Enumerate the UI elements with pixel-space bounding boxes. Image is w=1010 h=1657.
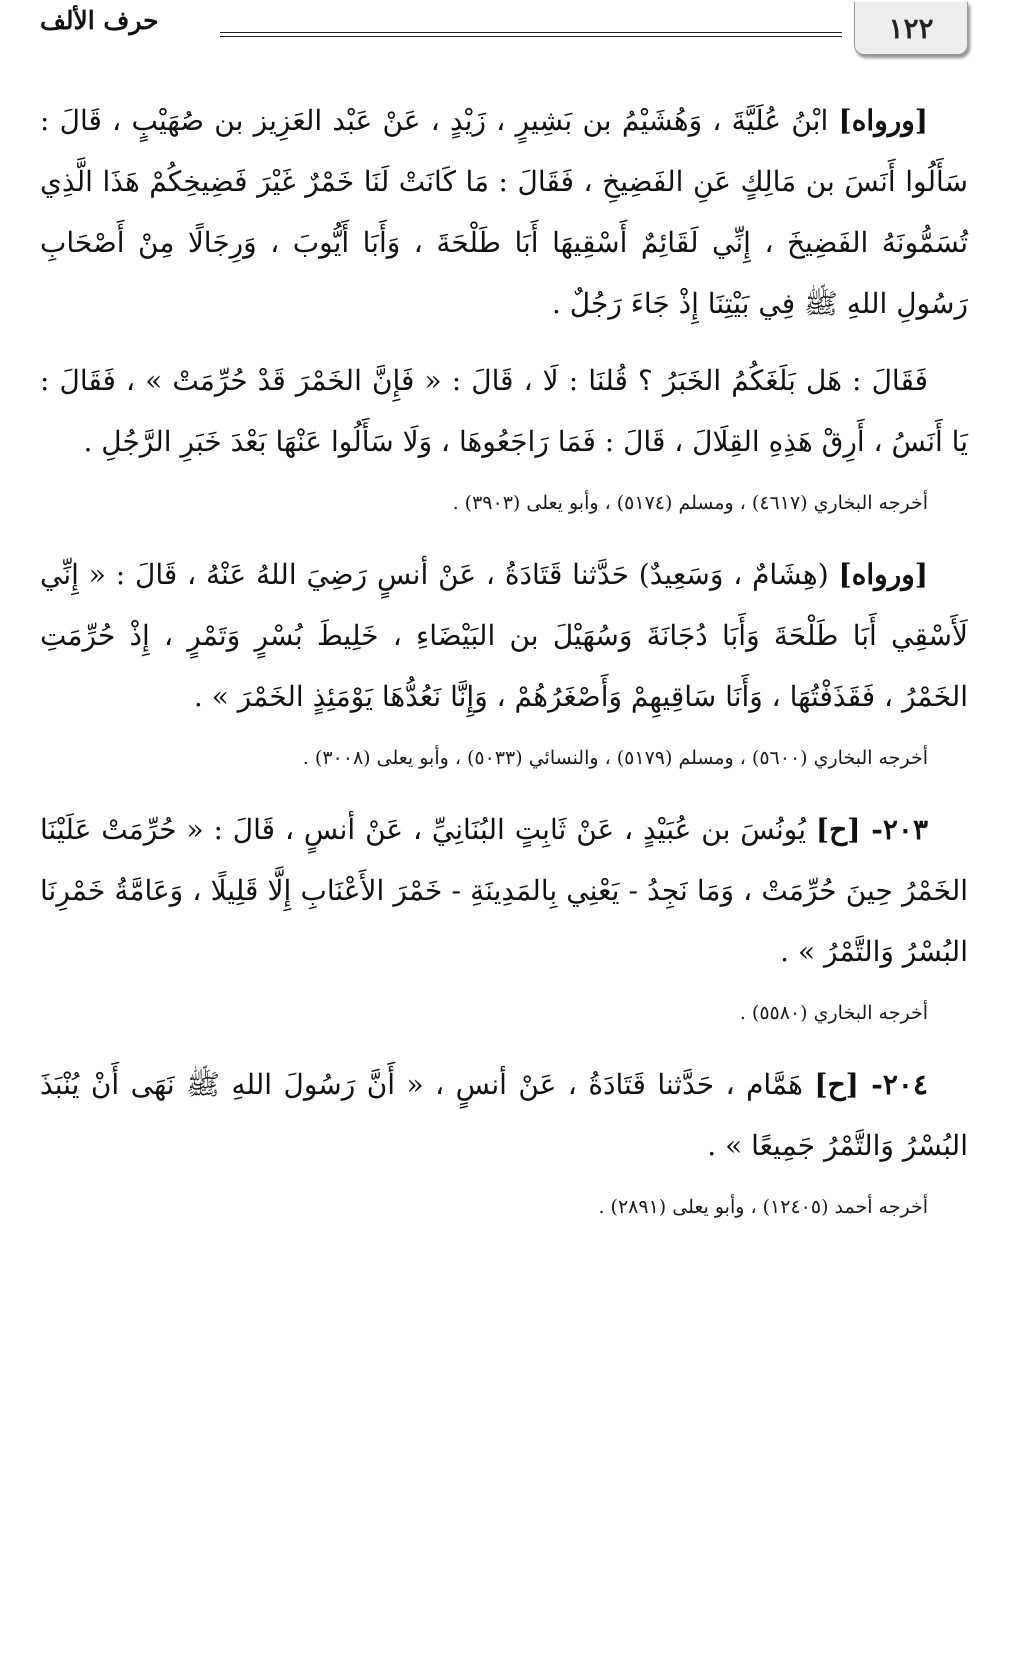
chapter-title: حرف الألف [40,6,159,35]
source-citation: أخرجه أحمد (١٢٤٠٥) ، وأبو يعلى (٢٨٩١) . [598,1196,928,1218]
header-rule [220,32,842,37]
narration-label: [ورواه] [838,558,928,591]
hadith-text: هَمَّام ، حَدَّثنا قَتَادَةُ ، عَنْ أنسٍ ، « أَنَّ رَسُولَ اللهِ ﷺ نَهَى أَنْ يُنْبَذَ البُسْرُ وَالتَّمْرُ جَمِيعًا » . [40,1068,968,1162]
hadith-paragraph [40,90,968,334]
source-citation: أخرجه البخاري (٤٦١٧) ، ومسلم (٥١٧٤) ، وأبو يعلى (٣٩٠٣) . [452,492,928,514]
page-content [40,90,968,1248]
hadith-number: ٢٠٣- [ح] [815,813,928,846]
hadith-paragraph [40,799,968,982]
hadith-paragraph [40,1054,968,1176]
hadith-text: فَقَالَ : هَل بَلَغَكُمُ الخَبَرُ ؟ قُلنَا : لَا ، قَالَ : « فَإِنَّ الخَمْرَ قَدْ حُرِّمَتْ » ، فَقَالَ : يَا أَنَسُ ، أَرِقْ هَذِهِ القِلَالَ ، قَالَ : فَمَا رَاجَعُوهَا ، وَلَا سَأَلُوا عَنْهَا بَعْدَ خَبَرِ الرَّجُلِ . [40,364,968,458]
source-citation: أخرجه البخاري (٥٦٠٠) ، ومسلم (٥١٧٩) ، والنسائي (٥٠٣٣) ، وأبو يعلى (٣٠٠٨) . [302,747,928,769]
hadith-text: ابْنُ عُلَيَّةَ ، وَهُشَيْمُ بن بَشِيرٍ ، زَيْدٍ ، عَنْ عَبْد العَزِيز بن صُهَيْبٍ ، قَالَ : سَأَلُوا أَنَسَ بن مَالِكٍ عَنِ الفَضِيخِ ، فَقَالَ : مَا كَانَتْ لَنَا خَمْرٌ غَيْرَ فَضِيخِكُمْ هَذَا الَّذِي تُسَمُّونَهُ الفَضِيخَ ، إِنِّي لَقَائِمٌ أَسْقِيهَا أَبَا طَلْحَةَ ، وَأَبَا أَيُّوبَ ، وَرِجَالًا مِنْ أَصْحَابِ رَسُولِ اللهِ ﷺ فِي بَيْتِنَا إِذْ جَاءَ رَجُلٌ . [40,104,968,320]
hadith-paragraph [40,544,968,727]
hadith-number: ٢٠٤- [ح] [814,1068,928,1101]
page-header [40,0,968,64]
hadith-paragraph [40,350,968,472]
page-number: ١٢٢ [854,2,968,55]
narration-label: [ورواه] [838,104,929,137]
hadith-text: (هِشَامٌ ، وَسَعِيدٌ) حَدَّثنا قَتَادَةُ ، عَنْ أنسٍ رَضِيَ اللهُ عَنْهُ ، قَالَ : « إِنِّي لَأَسْقِي أَبَا طَلْحَةَ وَأَبَا دُجَانَةَ وَسُهَيْلَ بن البَيْضَاءِ ، خَلِيطَ بُسْرٍ وَتَمْرٍ ، إِذْ حُرِّمَتِ الخَمْرُ ، فَقَذَفْتُهَا ، وَأَنَا سَاقِيهِمْ وَأَصْغَرُهُمْ ، وَإِنَّا نَعُدُّهَا يَوْمَئِذٍ الخَمْرَ » . [40,558,968,713]
source-citation: أخرجه البخاري (٥٥٨٠) . [739,1002,928,1024]
hadith-text: يُونُسَ بن عُبَيْدٍ ، عَنْ ثَابِتٍ البُنَانِيِّ ، عَنْ أنسٍ ، قَالَ : « حُرِّمَتْ عَلَيْنَا الخَمْرُ حِينَ حُرِّمَتْ ، وَمَا نَجِدُ - يَعْنِي بِالمَدِينَةِ - خَمْرَ الأَعْنَابِ إِلَّا قَلِيلًا ، وَعَامَّةُ خَمْرِنَا البُسْرُ وَالتَّمْرُ » . [40,813,968,968]
